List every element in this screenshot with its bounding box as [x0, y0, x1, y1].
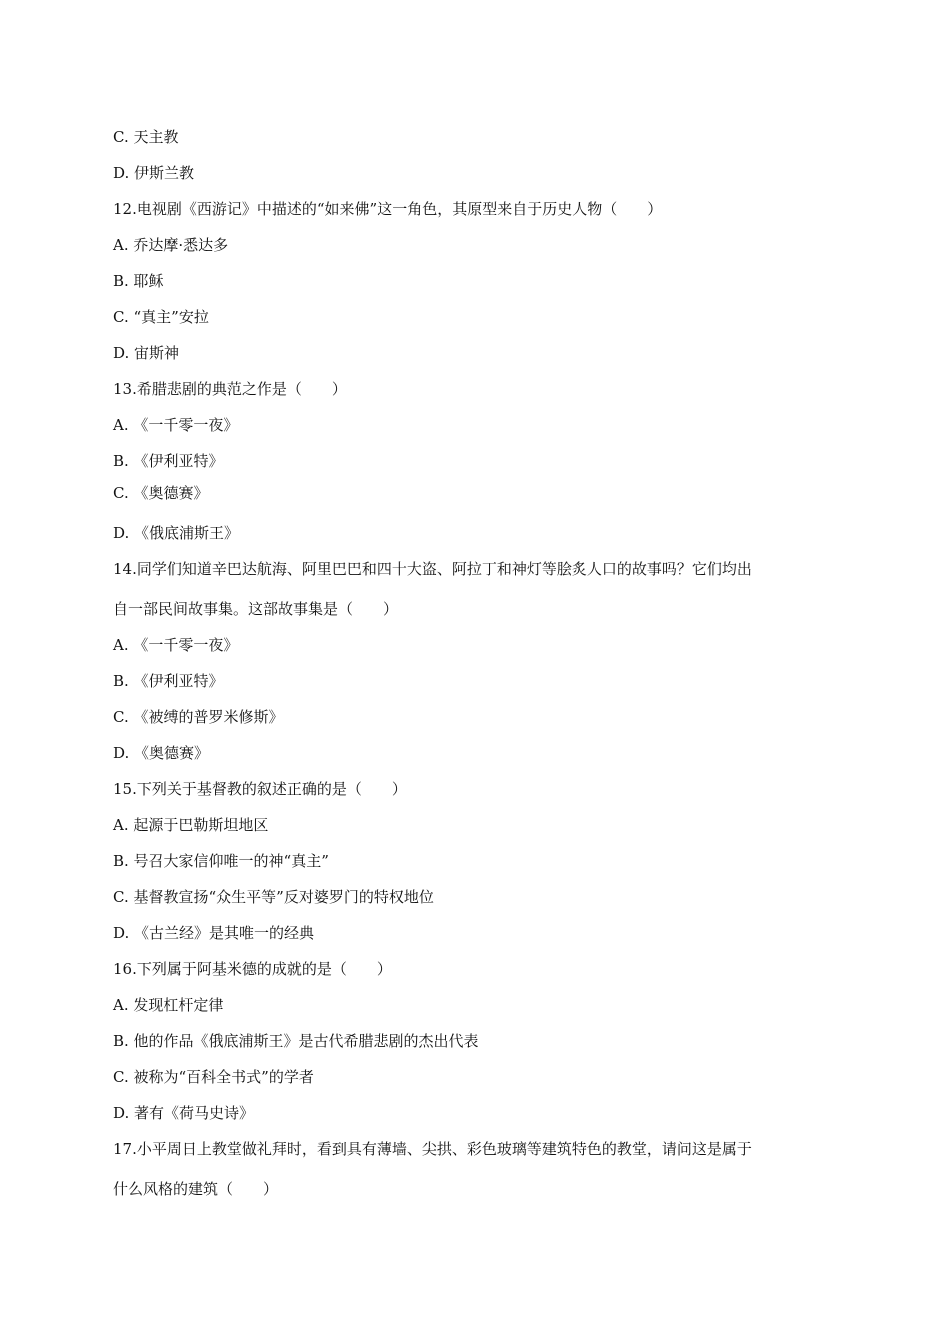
option-d: D. 伊斯兰教: [113, 164, 195, 182]
option-a: A. 《一千零一夜》: [113, 636, 239, 654]
option-a: A. 《一千零一夜》: [113, 416, 239, 434]
question-13: 13.希腊悲剧的典范之作是（ ）: [113, 380, 347, 398]
question-14-continued: 自一部民间故事集。这部故事集是（ ）: [113, 600, 399, 618]
option-b: B. 他的作品《俄底浦斯王》是古代希腊悲剧的杰出代表: [113, 1032, 479, 1050]
option-c: C. 被称为“百科全书式”的学者: [113, 1068, 314, 1086]
option-c: C. “真主”安拉: [113, 308, 209, 326]
option-c: C. 《奥德赛》: [113, 484, 209, 502]
option-d: D. 《俄底浦斯王》: [113, 524, 240, 542]
question-14: 14.同学们知道辛巴达航海、阿里巴巴和四十大盗、阿拉丁和神灯等脍炙人口的故事吗？它们均出: [113, 560, 752, 578]
option-c: C. 《被缚的普罗米修斯》: [113, 708, 284, 726]
option-a: A. 发现杠杆定律: [113, 996, 224, 1014]
question-16: 16.下列属于阿基米德的成就的是（ ）: [113, 960, 392, 978]
option-d: D. 《古兰经》是其唯一的经典: [113, 924, 315, 942]
option-b: B. 号召大家信仰唯一的神“真主”: [113, 852, 329, 870]
option-b: B. 《伊利亚特》: [113, 452, 224, 470]
question-15: 15.下列关于基督教的叙述正确的是（ ）: [113, 780, 407, 798]
option-c: C. 基督教宣扬“众生平等”反对婆罗门的特权地位: [113, 888, 434, 906]
option-a: A. 起源于巴勒斯坦地区: [113, 816, 269, 834]
question-17-continued: 什么风格的建筑（ ）: [113, 1180, 279, 1198]
question-12: 12.电视剧《西游记》中描述的“如来佛”这一角色，其原型来自于历史人物（ ）: [113, 200, 663, 218]
option-d: D. 著有《荷马史诗》: [113, 1104, 255, 1122]
option-d: D. 宙斯神: [113, 344, 180, 362]
question-17: 17.小平周日上教堂做礼拜时，看到具有薄墙、尖拱、彩色玻璃等建筑特色的教堂，请问这是属于: [113, 1140, 752, 1158]
option-b: B. 耶稣: [113, 272, 164, 290]
option-b: B. 《伊利亚特》: [113, 672, 224, 690]
option-c: C. 天主教: [113, 128, 179, 146]
option-d: D. 《奥德赛》: [113, 744, 210, 762]
option-a: A. 乔达摩·悉达多: [113, 236, 229, 254]
